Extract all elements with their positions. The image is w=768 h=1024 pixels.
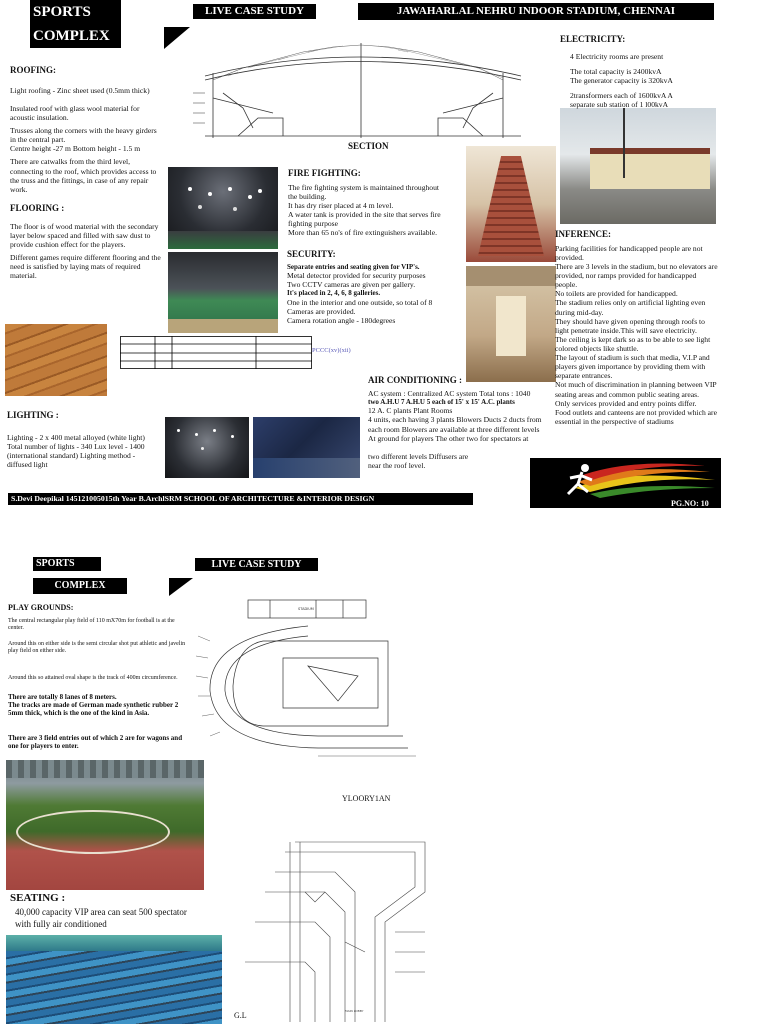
seating-heading: SEATING : bbox=[10, 892, 66, 904]
playgrounds-section bbox=[8, 603, 188, 754]
inference-line: The ceiling is kept dark so as to be able to see light colored objects like shuttle. bbox=[555, 334, 711, 353]
roofing-para: Light roofing - Zinc sheet used (0.5mm thick) bbox=[10, 85, 150, 95]
inference-line: Food outlets and canteens are not provided which are essential in the perspective of stadiums bbox=[555, 407, 717, 426]
fire-fighting-section bbox=[288, 168, 448, 237]
pccc-label: PCCC(xv)(xii) bbox=[312, 347, 351, 354]
flooring-para: The floor is of wood material with the secondary layer below spaced and filled with saw dust to provide cushion effect for the players. bbox=[10, 221, 159, 250]
playgrounds-para: The central rectangular play field of 110 mX70m for football is at the center. bbox=[8, 617, 175, 631]
inference-line: Parking facilities for handicapped people are not provided. bbox=[555, 243, 703, 262]
fire-heading: FIRE FIGHTING: bbox=[288, 168, 361, 178]
case-study-header: LIVE CASE STUDY bbox=[193, 4, 316, 19]
electricity-heading: ELECTRICITY: bbox=[560, 34, 626, 44]
electricity-line: The total capacity is 2400kvA bbox=[570, 66, 662, 76]
roofing-heading: ROOFING: bbox=[10, 65, 56, 75]
corridor-photo bbox=[466, 266, 556, 382]
section-drawing bbox=[183, 38, 528, 140]
title-line1: SPORTS bbox=[33, 4, 91, 20]
security-line: Camera rotation angle - 180degrees bbox=[287, 316, 396, 326]
security-line: Metal detector provided for security purposes bbox=[287, 271, 426, 281]
aircon-line: 4 units, each having 3 plants Blowers Ducts 2 ducts from each room Blowers are available at three different levels bbox=[368, 415, 542, 434]
small-table bbox=[120, 336, 313, 370]
inference-line: No toilets are provided for handicapped. bbox=[555, 289, 678, 299]
plan-label: YLOORY1AN bbox=[342, 794, 391, 803]
svg-text:MAIN LOBBY: MAIN LOBBY bbox=[345, 1009, 364, 1013]
lighting-photo-2 bbox=[253, 417, 360, 478]
case-study-header-2: LIVE CASE STUDY bbox=[195, 558, 318, 571]
inference-section bbox=[555, 229, 720, 426]
building-exterior-photo bbox=[560, 108, 716, 224]
fire-line: More than 65 no's of fire extinguishers available. bbox=[288, 228, 437, 238]
aircon-line bbox=[368, 443, 543, 452]
title-block bbox=[30, 0, 121, 48]
security-line: Two CCTV cameras are given per gallery. bbox=[287, 280, 416, 290]
title2-line1: SPORTS bbox=[33, 557, 101, 571]
lighting-text: Lighting - 2 x 400 metal alloyed (white light) Total number of lights - 340 Lux level - 1400 (international standard) Lighting method - diffused light bbox=[7, 432, 145, 470]
staircase-photo bbox=[466, 146, 556, 262]
aircon-line: near the roof level. bbox=[368, 460, 426, 470]
corner-triangle-2 bbox=[169, 578, 193, 596]
electricity-line: separate sub station of 1 l00kvA bbox=[570, 100, 669, 110]
section-label: SECTION bbox=[348, 141, 389, 151]
floor-plan-drawing bbox=[235, 832, 430, 1024]
page-number: PG.NO: 10 bbox=[668, 499, 712, 508]
playgrounds-heading: PLAY GROUNDS: bbox=[8, 603, 74, 612]
title2-line2: COMPLEX bbox=[33, 578, 127, 594]
track-photo bbox=[6, 760, 204, 890]
aircon-heading: AIR CONDITIONING : bbox=[368, 375, 463, 385]
lighting-heading: LIGHTING : bbox=[7, 410, 59, 420]
aircon-line: At ground for players The other two for spectators at bbox=[368, 433, 529, 443]
footer-bar: S.Devi Deepikal 145121005015th Year B.ArchlSRM SCHOOL OF ARCHITECTURE &INTERIOR DESIGN bbox=[8, 493, 473, 505]
gl-label: G.L bbox=[234, 1011, 247, 1020]
title-line2: COMPLEX bbox=[33, 28, 110, 44]
playgrounds-bold: There are 3 field entries out of which 2 are for wagons and one for players to enter. bbox=[8, 733, 183, 751]
inference-line: The stadium relies only on artificial lighting even during mid-day. bbox=[555, 298, 706, 317]
aircon-line: two A.H.U 7 A.H.U 5 each of 15' x 15' A.C. plants bbox=[368, 397, 515, 406]
security-line: One in the interior and one outside, so total of 8 Cameras are provided. bbox=[287, 297, 433, 316]
security-line: Separate entries and seating given for VIP's. bbox=[287, 262, 420, 271]
inference-line: There are 3 levels in the stadium, but no elevators are provided, nor ramps provided for handicapped people. bbox=[555, 262, 718, 290]
security-heading: SECURITY: bbox=[287, 249, 336, 259]
electricity-section bbox=[560, 34, 710, 109]
fire-line: It has dry riser placed at 4 m level. bbox=[288, 201, 394, 211]
wood-floor-photo bbox=[5, 324, 107, 396]
roofing-para: Trusses along the corners with the heavy girders in the central part. Centre height -27 m Bottom height - 1.5 m bbox=[10, 126, 157, 154]
site-plan-drawing bbox=[188, 596, 423, 768]
playgrounds-para: Around this on either side is the semi circular shot put athletic and javelin play field on either side. bbox=[8, 640, 186, 655]
fire-line: The fire fighting system is maintained throughout the building. bbox=[288, 182, 440, 201]
aircon-line: two different levels Diffusers are bbox=[368, 451, 469, 461]
electricity-line: 2transformers each of 1600kvA A bbox=[570, 91, 673, 101]
inference-line: The layout of stadium is such that media, V.I.P and players given importance by providing them with separate entrances. bbox=[555, 353, 710, 381]
electricity-line: 4 Electricity rooms are present bbox=[570, 51, 664, 61]
fire-line: A water tank is provided in the site that serves fire fighting purpose bbox=[288, 210, 441, 229]
stadium-header: JAWAHARLAL NEHRU INDOOR STADIUM, CHENNAI bbox=[358, 3, 714, 20]
security-line: It's placed in 2, 4, 6, 8 galleries. bbox=[287, 289, 381, 298]
electricity-line: The generator capacity is 320kvA bbox=[570, 76, 673, 86]
inference-heading: INFERENCE: bbox=[555, 229, 612, 239]
flooring-section bbox=[10, 203, 162, 284]
aircon-line: AC system : Centralized AC system Total tons : 1040 bbox=[368, 388, 531, 398]
roofing-para: There are catwalks from the third level, connecting to the roof, which provides access to the truss and the fittings, in case of any repair work. bbox=[10, 157, 157, 194]
seating-photo bbox=[6, 935, 222, 1024]
seating-text: 40,000 capacity VIP area can seat 500 spectator with fully air conditioned bbox=[15, 907, 187, 929]
flooring-heading: FLOORING : bbox=[10, 203, 65, 213]
stadium-roof-photo bbox=[168, 167, 278, 249]
lighting-photo-1 bbox=[165, 417, 249, 478]
flooring-para: Different games require different flooring and the need is satisfied by laying mats of required material. bbox=[10, 253, 161, 281]
inference-line: Not much of discrimination in planning between VIP seating areas and common public seating areas. bbox=[555, 380, 717, 399]
playgrounds-para: Around this so attained oval shape is the track of 400m circumference. bbox=[8, 675, 178, 682]
air-conditioning-section bbox=[368, 375, 543, 470]
roofing-para: Insulated roof with glass wool material for acoustic insulation. bbox=[10, 103, 140, 123]
roofing-section bbox=[10, 65, 162, 198]
inference-line: Only services provided and entry points differ. bbox=[555, 398, 697, 408]
inference-line: They should have given opening through roofs to light penetrate inside.This will save electricity. bbox=[555, 316, 705, 335]
svg-text:STADIUM: STADIUM bbox=[298, 607, 314, 611]
aircon-line: 12 A. C plants Plant Rooms bbox=[368, 406, 453, 416]
stadium-court-photo bbox=[168, 252, 278, 333]
playgrounds-bold: There are totally 8 lanes of 8 meters. The tracks are made of German made synthetic rubber 2 5mm thick, which is the one of the kind in Asia. bbox=[8, 692, 179, 718]
lighting-section bbox=[7, 410, 159, 469]
security-section bbox=[287, 249, 447, 325]
